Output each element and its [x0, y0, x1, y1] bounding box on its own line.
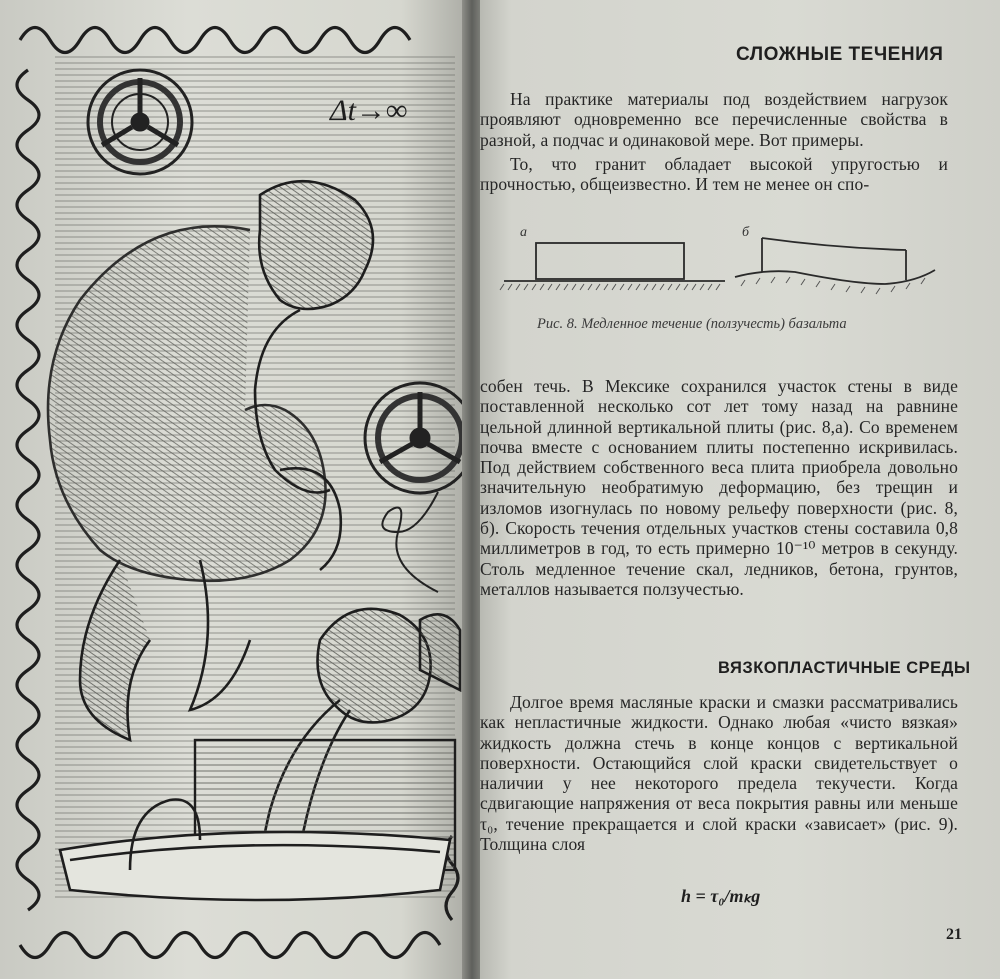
figure-label-b: б — [742, 225, 750, 240]
page-title: СЛОЖНЫЕ ТЕЧЕНИЯ — [736, 44, 944, 65]
formula: h = τ₀/mₖg — [681, 886, 761, 906]
section-heading: ВЯЗКОПЛАСТИЧНЫЕ СРЕДЫ — [718, 659, 971, 677]
paragraph-2: То, что гранит обладает высокой упругостью и прочностью, общеизвестно. И тем не менее он спо- — [480, 153, 948, 195]
left-page — [0, 0, 472, 979]
paragraph-3: собен течь. В Мексике сохранился участок стены в виде поставленной несколько сот лет тому назад на равнине цельной длинной вертикальной плиты (рис. 8,а). Со временем почва вместе с основанием плиты постепенно искривилась. Под действием собственного веса плита приобрела довольно значительную необратимую деформацию, без трещин и изломов изогнулась по новому рельефу поверхности (рис. 8, б). Скорость течения отдельных участков стены составила 0,8 миллиметров в год, то есть примерно 10⁻¹⁰ метров в секунду. Столь медленное течение скал, ледников, бетона, грунтов, металлов называется ползучестью. — [480, 376, 958, 599]
paragraph-1: На практике материалы под воздействием нагрузок проявляют одновременно все перечисленные свойства в разной, а подчас и одинаковой мере. Вот примеры. — [480, 89, 948, 150]
text-block-top — [480, 89, 948, 194]
figure-label-a: а — [520, 225, 527, 240]
text-block-bottom — [480, 692, 958, 854]
illustration-caption: Δt→∞ — [330, 94, 408, 127]
paragraph-4: Долгое время масляные краски и смазки рассматривались как непластичные жидкости. Однако любая «чисто вязкая» жидкость должна стечь в конце концов с вертикальной поверхности. Остающийся слой краски свидетельствует о наличии у нее некоторого предела текучести. Когда сдвигающие напряжения от веса покрытия равны или меньше τ₀, течение прекращается и слой краски «зависает» (рис. 9). Толщина слоя — [480, 692, 958, 855]
figure-8-caption: Рис. 8. Медленное течение (ползучесть) базальта — [537, 316, 847, 332]
text-block-middle — [480, 376, 958, 599]
page-number: 21 — [946, 926, 962, 943]
figure-8-diagram — [490, 222, 950, 302]
thinker-illustration — [0, 0, 472, 979]
